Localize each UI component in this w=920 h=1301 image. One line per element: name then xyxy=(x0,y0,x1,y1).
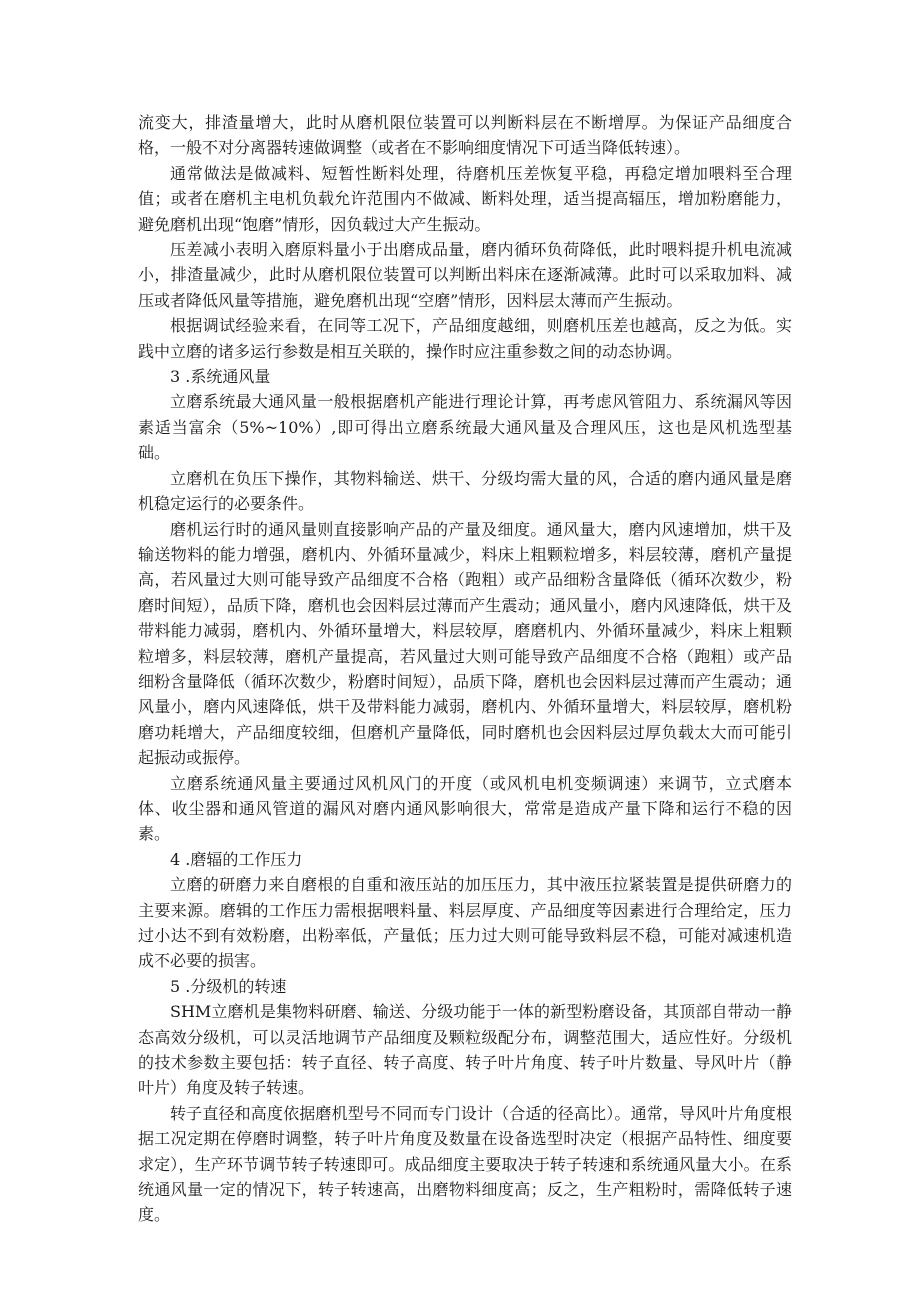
paragraph-max-airflow: 立磨系统最大通风量一般根据磨机产能进行理论计算，再考虑风管阻力、系统漏风等因素适当富余（5%~10%）,即可得出立磨系统最大通风量及合理风压，这也是风机选型基础。 xyxy=(138,392,792,463)
paragraph-negative-pressure: 立磨机在负压下操作，其物料输送、烘干、分级均需大量的风，合适的磨内通风量是磨机稳定运行的必要条件。 xyxy=(138,468,792,514)
paragraph-continuation: 流变大，排渣量增大，此时从磨机限位装置可以判断料层在不断增厚。为保证产品细度合格，一般不对分离器转速做调整（或者在不影响细度情况下可适当降低转速）。 xyxy=(138,113,792,158)
paragraph-airflow-regulation: 立磨系统通风量主要通过风机风门的开度（或风机电机变频调速）来调节，立式磨本体、收尘器和通风管道的漏风对磨内通风影响很大，常常是造成产量下降和运行不稳的因素。 xyxy=(138,773,792,844)
paragraph-grinding-force: 立磨的研磨力来自磨根的自重和液压站的加压压力，其中液压拉紧装置是提供研磨力的主要来源。磨辑的工作压力需根据喂料量、料层厚度、产品细度等因素进行合理给定，压力过小达不到有效粉磨，出粉率低，产量低；压力过大则可能导致料层不稳，可能对减速机造成不必要的损害。 xyxy=(138,875,792,971)
section-heading-airflow: 3 .系统通风量 xyxy=(170,367,271,387)
paragraph-debug-experience: 根据调试经验来看，在同等工况下，产品细度越细，则磨机压差也越高，反之为低。实践中立磨的诸多运行参数是相互关联的，操作时应注重参数之间的动态协调。 xyxy=(138,316,792,361)
paragraph-shm-mill: SHM立磨机是集物料研磨、输送、分级功能于一体的新型粉磨设备，其顶部自带动一静态高效分级机，可以灵活地调节产品细度及颗粒级配分布，调整范围大，适应性好。分级机的技术参数主要包括：转子直径、转子高度、转子叶片角度、转子叶片数量、导风叶片（静叶片）角度及转子转速。 xyxy=(138,1002,792,1098)
paragraph-usual-practice: 通常做法是做减料、短暂性断料处理，待磨机压差恢复平稳，再稳定增加喂料至合理值；或者在磨机主电机负载允许范围内不做减、断料处理，适当提高辐压，增加粉磨能力，避免磨机出现“饱磨”情形，因负载过大产生振动。 xyxy=(138,163,792,234)
section-heading-classifier-speed: 5 .分级机的转速 xyxy=(170,976,287,996)
paragraph-airflow-effects: 磨机运行时的通风量则直接影响产品的产量及细度。通风量大，磨内风速增加，烘干及输送物料的能力增强，磨机内、外循环量减少，料床上粗颗粒增多，料层较薄，磨机产量提高，若风量过大则可能导致产品细度不合格（跑粗）或产品细粉含量降低（循环次数少，粉磨时间短），品质下降，磨机也会因料层过薄而产生震动；通风量小，磨内风速降低，烘干及带料能力减弱，磨机内、外循环量增大，料层较厚，磨磨机内、外循环量减少，料床上粗颗粒增多，料层较薄，磨机产量提高，若风量过大则可能导致产品细度不合格（跑粗）或产品细粉含量降低（循环次数少，粉磨时间短），品质下降，磨机也会因料层过薄而产生震动；通风量小，磨内风速降低，烘干及带料能力减弱，磨机内、外循环量增大，料层较厚，磨机粉磨功耗增大，产品细度较细，但磨机产量降低，同时磨机也会因料层过厚负载太大而可能引起振动或振停。 xyxy=(138,519,792,768)
paragraph-pressure-decrease: 压差减小表明入磨原料量小于出磨成品量，磨内循环负荷降低，此时喂料提升机电流减小，排渣量减少，此时从磨机限位装置可以判断出料床在逐渐减薄。此时可以采取加料、减压或者降低风量等措施，避免磨机出现“空磨”情形，因料层太薄而产生振动。 xyxy=(138,240,792,310)
section-heading-roller-pressure: 4 .磨辐的工作压力 xyxy=(170,849,303,869)
paragraph-rotor-design: 转子直径和高度依据磨机型号不同而专门设计（合适的径高比）。通常，导风叶片角度根据工况定期在停磨时调整，转子叶片角度及数量在设备选型时决定（根据产品特性、细度要求定），生产环节调节转子转速即可。成品细度主要取决于转子转速和系统通风量大小。在系统通风量一定的情况下，转子转速高，出磨物料细度高；反之，生产粗粉时，需降低转子速度。 xyxy=(138,1103,792,1225)
document-body xyxy=(138,110,792,1228)
